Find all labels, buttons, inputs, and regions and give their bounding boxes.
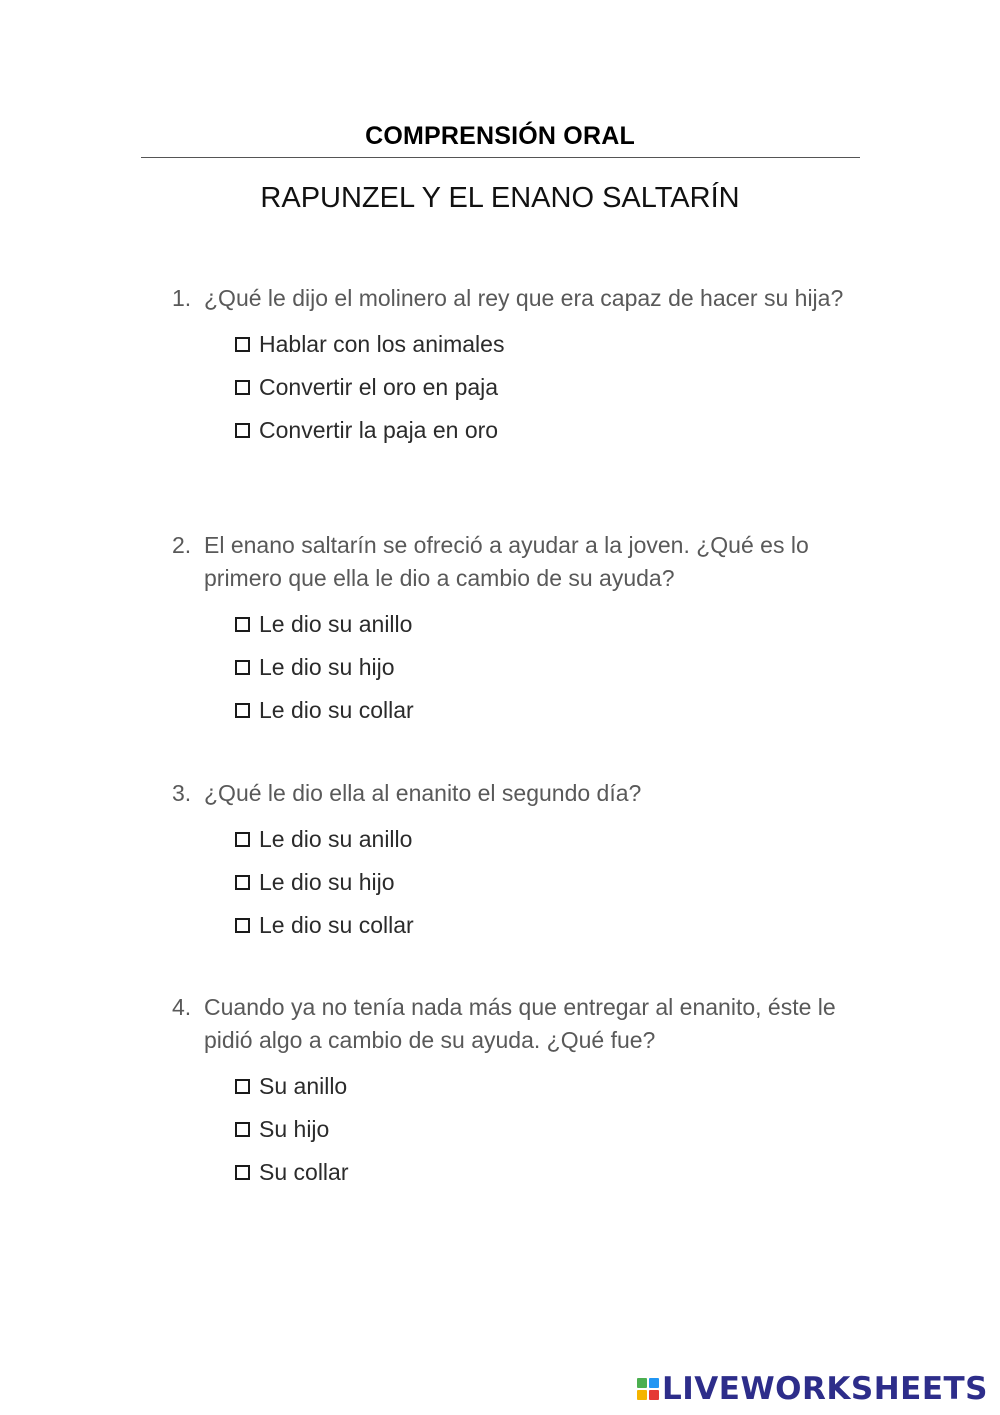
option-item[interactable] [235,1151,852,1194]
option-label: Le dio su anillo [259,611,413,637]
option-item[interactable] [235,366,852,409]
option-label: Su collar [259,1159,349,1185]
liveworksheets-logo [637,1371,988,1407]
checkbox[interactable] [235,617,250,632]
option-label: Convertir la paja en oro [259,417,499,443]
checkbox[interactable] [235,875,250,890]
checkbox[interactable] [235,423,250,438]
question-number: 3. [172,780,192,806]
checkbox[interactable] [235,1122,250,1137]
option-item[interactable] [235,861,852,904]
checkbox[interactable] [235,1165,250,1180]
options-list [235,323,852,452]
option-item[interactable] [235,409,852,452]
logo-square [649,1390,659,1400]
question-number: 1. [172,285,192,311]
option-label: Le dio su collar [259,912,414,938]
checkbox[interactable] [235,660,250,675]
option-label: Le dio su anillo [259,826,413,852]
logo-square [637,1390,647,1400]
question-number: 2. [172,532,192,558]
question-2 [172,529,852,732]
question-text: ¿Qué le dijo el molinero al rey que era capaz de hacer su hija? [204,285,844,311]
option-item[interactable] [235,818,852,861]
question-4 [172,991,852,1194]
logo-text: LIVEWORKSHEETS [662,1371,988,1407]
question-number: 4. [172,994,192,1020]
option-label: Hablar con los animales [259,331,505,357]
checkbox[interactable] [235,380,250,395]
option-item[interactable] [235,1108,852,1151]
question-1 [172,282,852,452]
options-list [235,603,852,732]
option-label: Convertir el oro en paja [259,374,499,400]
checkbox[interactable] [235,918,250,933]
logo-square [649,1378,659,1388]
option-label: Le dio su hijo [259,654,395,680]
question-text: ¿Qué le dio ella al enanito el segundo día? [204,780,642,806]
logo-square [637,1378,647,1388]
option-item[interactable] [235,603,852,646]
document-heading: COMPRENSIÓN ORAL [365,122,635,150]
logo-grid-icon [637,1378,659,1400]
option-label: Su anillo [259,1073,348,1099]
heading-divider [141,157,860,158]
question-text: Cuando ya no tenía nada más que entregar al enanito, éste le pidió algo a cambio de su ayuda. ¿Qué fue? [204,994,836,1053]
options-list [235,1065,852,1194]
option-label: Le dio su hijo [259,869,395,895]
option-item[interactable] [235,323,852,366]
option-item[interactable] [235,904,852,947]
option-item[interactable] [235,689,852,732]
question-text: El enano saltarín se ofreció a ayudar a la joven. ¿Qué es lo primero que ella le dio a cambio de su ayuda? [204,532,809,591]
checkbox[interactable] [235,1079,250,1094]
question-3 [172,777,852,947]
option-label: Le dio su collar [259,697,414,723]
options-list [235,818,852,947]
checkbox[interactable] [235,337,250,352]
checkbox[interactable] [235,703,250,718]
option-label: Su hijo [259,1116,330,1142]
option-item[interactable] [235,646,852,689]
checkbox[interactable] [235,832,250,847]
option-item[interactable] [235,1065,852,1108]
document-title: RAPUNZEL Y EL ENANO SALTARÍN [260,182,740,214]
